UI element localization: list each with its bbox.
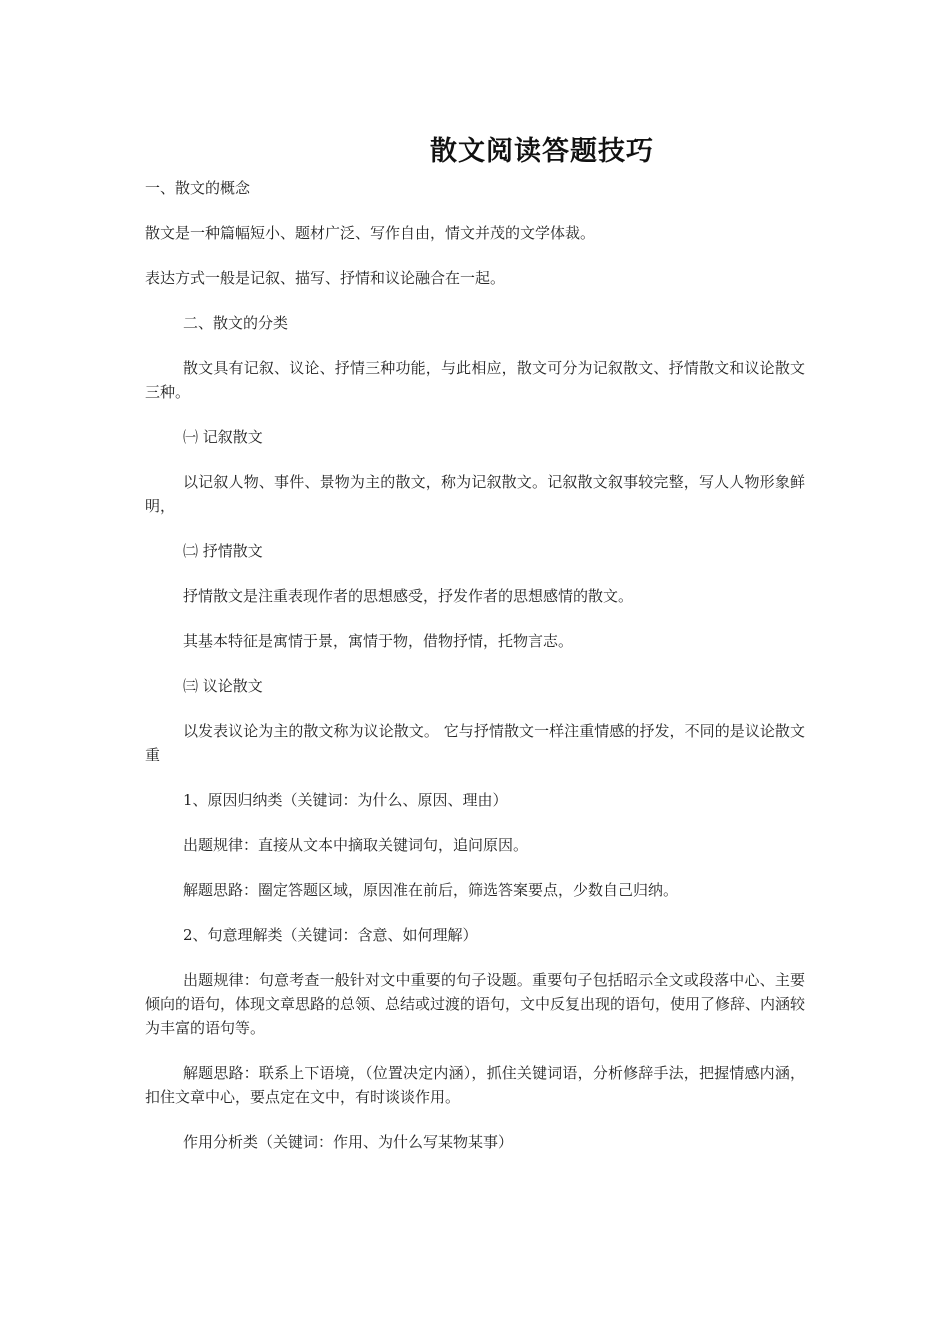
paragraph: 其基本特征是寓情于景，寓情于物，借物抒情，托物言志。 [183, 632, 574, 650]
paragraph: ㈠ 记叙散文 [183, 428, 263, 446]
paragraph: ㈡ 抒情散文 [183, 542, 263, 560]
document-title: 散文阅读答题技巧 [430, 136, 654, 167]
paragraph: 出题规律：句意考查一般针对文中重要的句子设题。重要句子包括昭示全文或段落中心、主要倾向的语句，体现文章思路的总领、总结或过渡的语句，文中反复出现的语句，使用了修辞、内涵较为丰富的语句等。 [145, 971, 806, 1037]
paragraph: 表达方式一般是记叙、描写、抒情和议论融合在一起。 [145, 269, 506, 287]
paragraph: 以记叙人物、事件、景物为主的散文，称为记叙散文。记叙散文叙事较完整，写人人物形象鲜明， [145, 473, 805, 515]
paragraph: 以发表议论为主的散文称为议论散文。 它与抒情散文一样注重情感的抒发，不同的是议论散文重 [145, 722, 805, 764]
paragraph: 作用分析类（关键词：作用、为什么写某物某事） [183, 1133, 514, 1151]
paragraph: 一、散文的概念 [145, 179, 251, 197]
paragraph: 解题思路：圈定答题区域，原因准在前后，筛选答案要点，少数自己归纳。 [183, 881, 679, 899]
paragraph: 抒情散文是注重表现作者的思想感受，抒发作者的思想感情的散文。 [183, 587, 634, 605]
paragraph: 2、句意理解类（关键词：含意、如何理解） [183, 926, 478, 944]
paragraph: ㈢ 议论散文 [183, 677, 263, 695]
paragraph: 出题规律：直接从文本中摘取关键词句，追问原因。 [183, 836, 529, 854]
paragraph: 解题思路：联系上下语境，（位置决定内涵），抓住关键词语，分析修辞手法，把握情感内涵，扣住文章中心，要点定在文中，有时谈谈作用。 [145, 1064, 805, 1106]
paragraph: 散文具有记叙、议论、抒情三种功能，与此相应，散文可分为记叙散文、抒情散文和议论散文三种。 [145, 359, 805, 401]
paragraph: 二、散文的分类 [183, 314, 289, 332]
paragraph: 散文是一种篇幅短小、题材广泛、写作自由，情文并茂的文学体裁。 [145, 224, 596, 242]
paragraph: 1、原因归纳类（关键词：为什么、原因、理由） [183, 791, 508, 809]
document-body [145, 176, 805, 1175]
